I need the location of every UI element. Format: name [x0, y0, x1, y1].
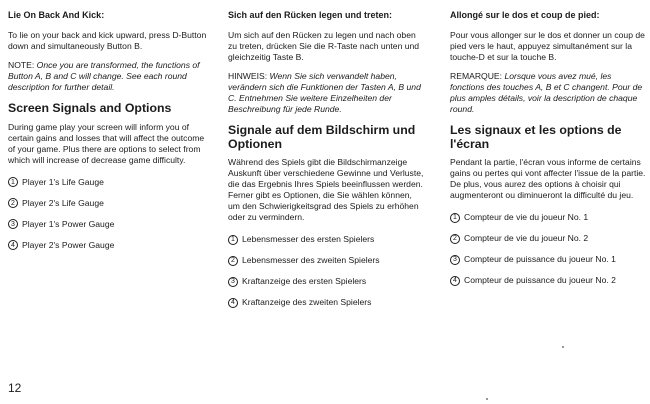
list-item-label: Compteur de vie du joueur No. 2 [464, 233, 589, 243]
list-item [228, 276, 424, 287]
number-badge: 3 [228, 277, 238, 287]
intro-paragraph: Pendant la partie, l'écran vous informe de certains gains ou pertes qui vont affecter l'issue de la partie. De plus, vous aurez des options à choisir qui augmenteront ou diminueront la difficulté du jeu. [450, 157, 646, 200]
english-column [8, 10, 208, 261]
note-paragraph [8, 60, 208, 93]
list-item-label: Player 2's Life Gauge [22, 197, 104, 208]
list-item [228, 255, 424, 266]
number-badge: 3 [450, 255, 460, 265]
list-item [450, 275, 646, 286]
french-column [450, 10, 646, 296]
list-item-label: Lebensmesser des zweiten Spielers [242, 255, 380, 265]
list-item [450, 254, 646, 265]
note-paragraph [450, 71, 646, 115]
list-item-label: Player 1's Power Gauge [22, 218, 115, 229]
list-item-label: Player 1's Life Gauge [22, 176, 104, 187]
gauge-list [8, 177, 208, 251]
section-subheading: Sich auf den Rücken legen und treten: [228, 10, 393, 20]
german-column [228, 10, 424, 318]
print-speck [562, 346, 564, 348]
list-item [450, 212, 646, 223]
list-item [8, 198, 208, 209]
list-item [450, 233, 646, 244]
section-heading: Screen Signals and Options [8, 101, 172, 115]
list-item [228, 234, 424, 245]
list-item-label: Compteur de vie du joueur No. 1 [464, 212, 589, 222]
instruction-paragraph: Pour vous allonger sur le dos et donner un coup de pied vers le haut, appuyez simultanément sur la touche-D et sur la touche B. [450, 30, 645, 62]
list-item [228, 297, 424, 308]
instruction-paragraph: To lie on your back and kick upward, press D-Button down and simultaneously Button B. [8, 30, 207, 51]
section-heading: Les signaux et les options de l'écran [450, 123, 622, 151]
intro-paragraph: During game play your screen will inform you of certain gains and losses that will affect the outcome of your game. Plus there are options to select from which will increase of decrease game difficulty. [8, 121, 205, 165]
note-text: Lorsque vous avez mué, les fonctions des touches A, B et C changent. Pour de plus amples détails, voir la description de chaque round. [450, 71, 643, 114]
list-item [8, 219, 208, 230]
list-item [8, 240, 208, 251]
list-item [8, 177, 208, 188]
note-text: Wenn Sie sich verwandelt haben, verändern sich die Funktionen der Tasten A, B und C. Entnehmen Sie weitere Einzelheiten der Beschreibung für jede Runde. [228, 71, 421, 114]
note-label: HINWEIS: [228, 71, 268, 81]
list-item-label: Kraftanzeige des zweiten Spielers [242, 297, 372, 307]
note-paragraph [228, 71, 424, 115]
list-item-label: Compteur de puissance du joueur No. 2 [464, 275, 616, 285]
number-badge: 2 [228, 256, 238, 266]
print-speck [486, 398, 488, 400]
note-label: REMARQUE: [450, 71, 503, 81]
section-heading: Signale auf dem Bildschirm und Optionen [228, 123, 416, 151]
list-item-label: Lebensmesser des ersten Spielers [242, 234, 375, 244]
list-item-label: Kraftanzeige des ersten Spielers [242, 276, 367, 286]
number-badge: 4 [8, 240, 18, 250]
number-badge: 4 [228, 298, 238, 308]
number-badge: 3 [8, 219, 18, 229]
note-text: Once you are transformed, the functions of Button A, B and C will change. See each round description for further detail. [8, 60, 200, 92]
note-label: NOTE: [8, 60, 35, 70]
gauge-list [228, 234, 424, 308]
list-item-label: Compteur de puissance du joueur No. 1 [464, 254, 616, 264]
number-badge: 4 [450, 276, 460, 286]
intro-paragraph: Während des Spiels gibt die Bildschirmanzeige Auskunft über verschiedene Gewinne und Verluste, die das Ergebnis Ihres Spiels beeinflussen werden. Ferner gibt es Optionen, die Sie wählen können, um den Schwierigkeitsgrad des Spiels zu erhöhen oder zu vermindern. [228, 157, 424, 222]
section-subheading: Lie On Back And Kick: [8, 10, 105, 20]
section-subheading: Allongé sur le dos et coup de pied: [450, 10, 600, 20]
gauge-list [450, 212, 646, 286]
list-item-label: Player 2's Power Gauge [22, 239, 115, 250]
number-badge: 1 [450, 213, 460, 223]
number-badge: 2 [8, 198, 18, 208]
number-badge: 1 [8, 177, 18, 187]
number-badge: 2 [450, 234, 460, 244]
instruction-paragraph: Um sich auf den Rücken zu legen und nach oben zu treten, drücken Sie die R-Taste nach unten und gleichzeitig Taste B. [228, 30, 420, 62]
number-badge: 1 [228, 235, 238, 245]
page-number: 12 [8, 381, 22, 395]
